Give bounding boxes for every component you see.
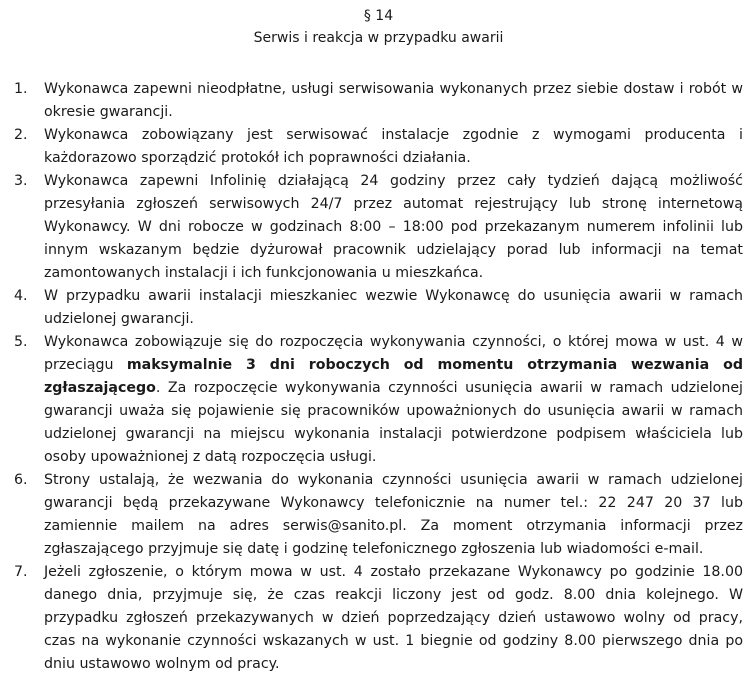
clause-number: 2.: [14, 127, 28, 143]
clause-text: Strony ustalają, że wezwania do wykonania czynności usunięcia awarii w ramach udzielonej gwarancji będą przekazywane Wykonawcy telefonicznie na numer tel.: 22 247 20 37 lub zamiennie mailem na adres serwis@sanito.pl. Za moment otrzymania informacji przez zgłaszającego przyjmuje się datę i godzinę telefonicznego zgłoszenia lub wiadomości e-mail.: [44, 472, 743, 557]
clause-list: [14, 78, 743, 676]
clause-item: [14, 285, 743, 331]
clause-number: 1.: [14, 81, 28, 97]
section-heading: [14, 0, 743, 48]
clause-item: [14, 170, 743, 285]
section-number: § 14: [363, 8, 394, 24]
section-title: Serwis i reakcja w przypadku awarii: [253, 30, 504, 46]
clause-number: 5.: [14, 334, 28, 350]
clause-text-part: . Za rozpoczęcie wykonywania czynności usunięcia awarii w ramach udzielonej gwarancji uważa się pojawienie się pracowników upoważnionych do usunięcia awarii w ramach udzielonej gwarancji na miejscu wykonania instalacji potwierdzone podpisem właściciela lub osoby upoważnionej z datą rozpoczęcia usługi.: [44, 380, 743, 465]
clause-item: [14, 331, 743, 469]
clause-item: [14, 469, 743, 561]
clause-item: [14, 124, 743, 170]
clause-text: Jeżeli zgłoszenie, o którym mowa w ust. 4 zostało przekazane Wykonawcy po godzinie 18.00 danego dnia, przyjmuje się, że czas reakcji liczony jest od godz. 8.00 dnia kolejnego. W przypadku zgłoszeń przekazywanych w dzień poprzedzający dzień ustawowo wolny od pracy, czas na wykonanie czynności wskazanych w ust. 1 biegnie od godziny 8.00 pierwszego dnia po dniu ustawowo wolnym od pracy.: [44, 564, 743, 672]
clause-item: [14, 78, 743, 124]
clause-text: [44, 331, 743, 469]
clause-number: 6.: [14, 472, 28, 488]
clause-text-part: Wykonawca zobowiązuje się do rozpoczęcia wykonywania czynności, o której mowa w ust. 4 w przeciągu: [44, 334, 743, 373]
clause-item: [14, 561, 743, 676]
clause-number: 3.: [14, 173, 28, 189]
clause-text: W przypadku awarii instalacji mieszkaniec wezwie Wykonawcę do usunięcia awarii w ramach udzielonej gwarancji.: [44, 288, 743, 327]
clause-text: Wykonawca zobowiązany jest serwisować instalacje zgodnie z wymogami producenta i każdorazowo sporządzić protokół ich poprawności działania.: [44, 127, 743, 166]
clause-text: Wykonawca zapewni nieodpłatne, usługi serwisowania wykonanych przez siebie dostaw i robót w okresie gwarancji.: [44, 81, 743, 120]
clause-number: 7.: [14, 564, 28, 580]
clause-text-emphasis: maksymalnie 3 dni roboczych od momentu otrzymania wezwania od zgłaszającego: [44, 357, 743, 396]
clause-number: 4.: [14, 288, 28, 304]
clause-text: Wykonawca zapewni Infolinię działającą 24 godziny przez cały tydzień dającą możliwość przesyłania zgłoszeń serwisowych 24/7 przez automat rejestrujący lub stronę internetową Wykonawcy. W dni robocze w godzinach 8:00 – 18:00 pod przekazanym numerem infolinii lub innym wskazanym będzie dyżurował pracownik udzielający porad lub informacji na temat zamontowanych instalacji i ich funkcjonowania u mieszkańca.: [44, 173, 743, 281]
